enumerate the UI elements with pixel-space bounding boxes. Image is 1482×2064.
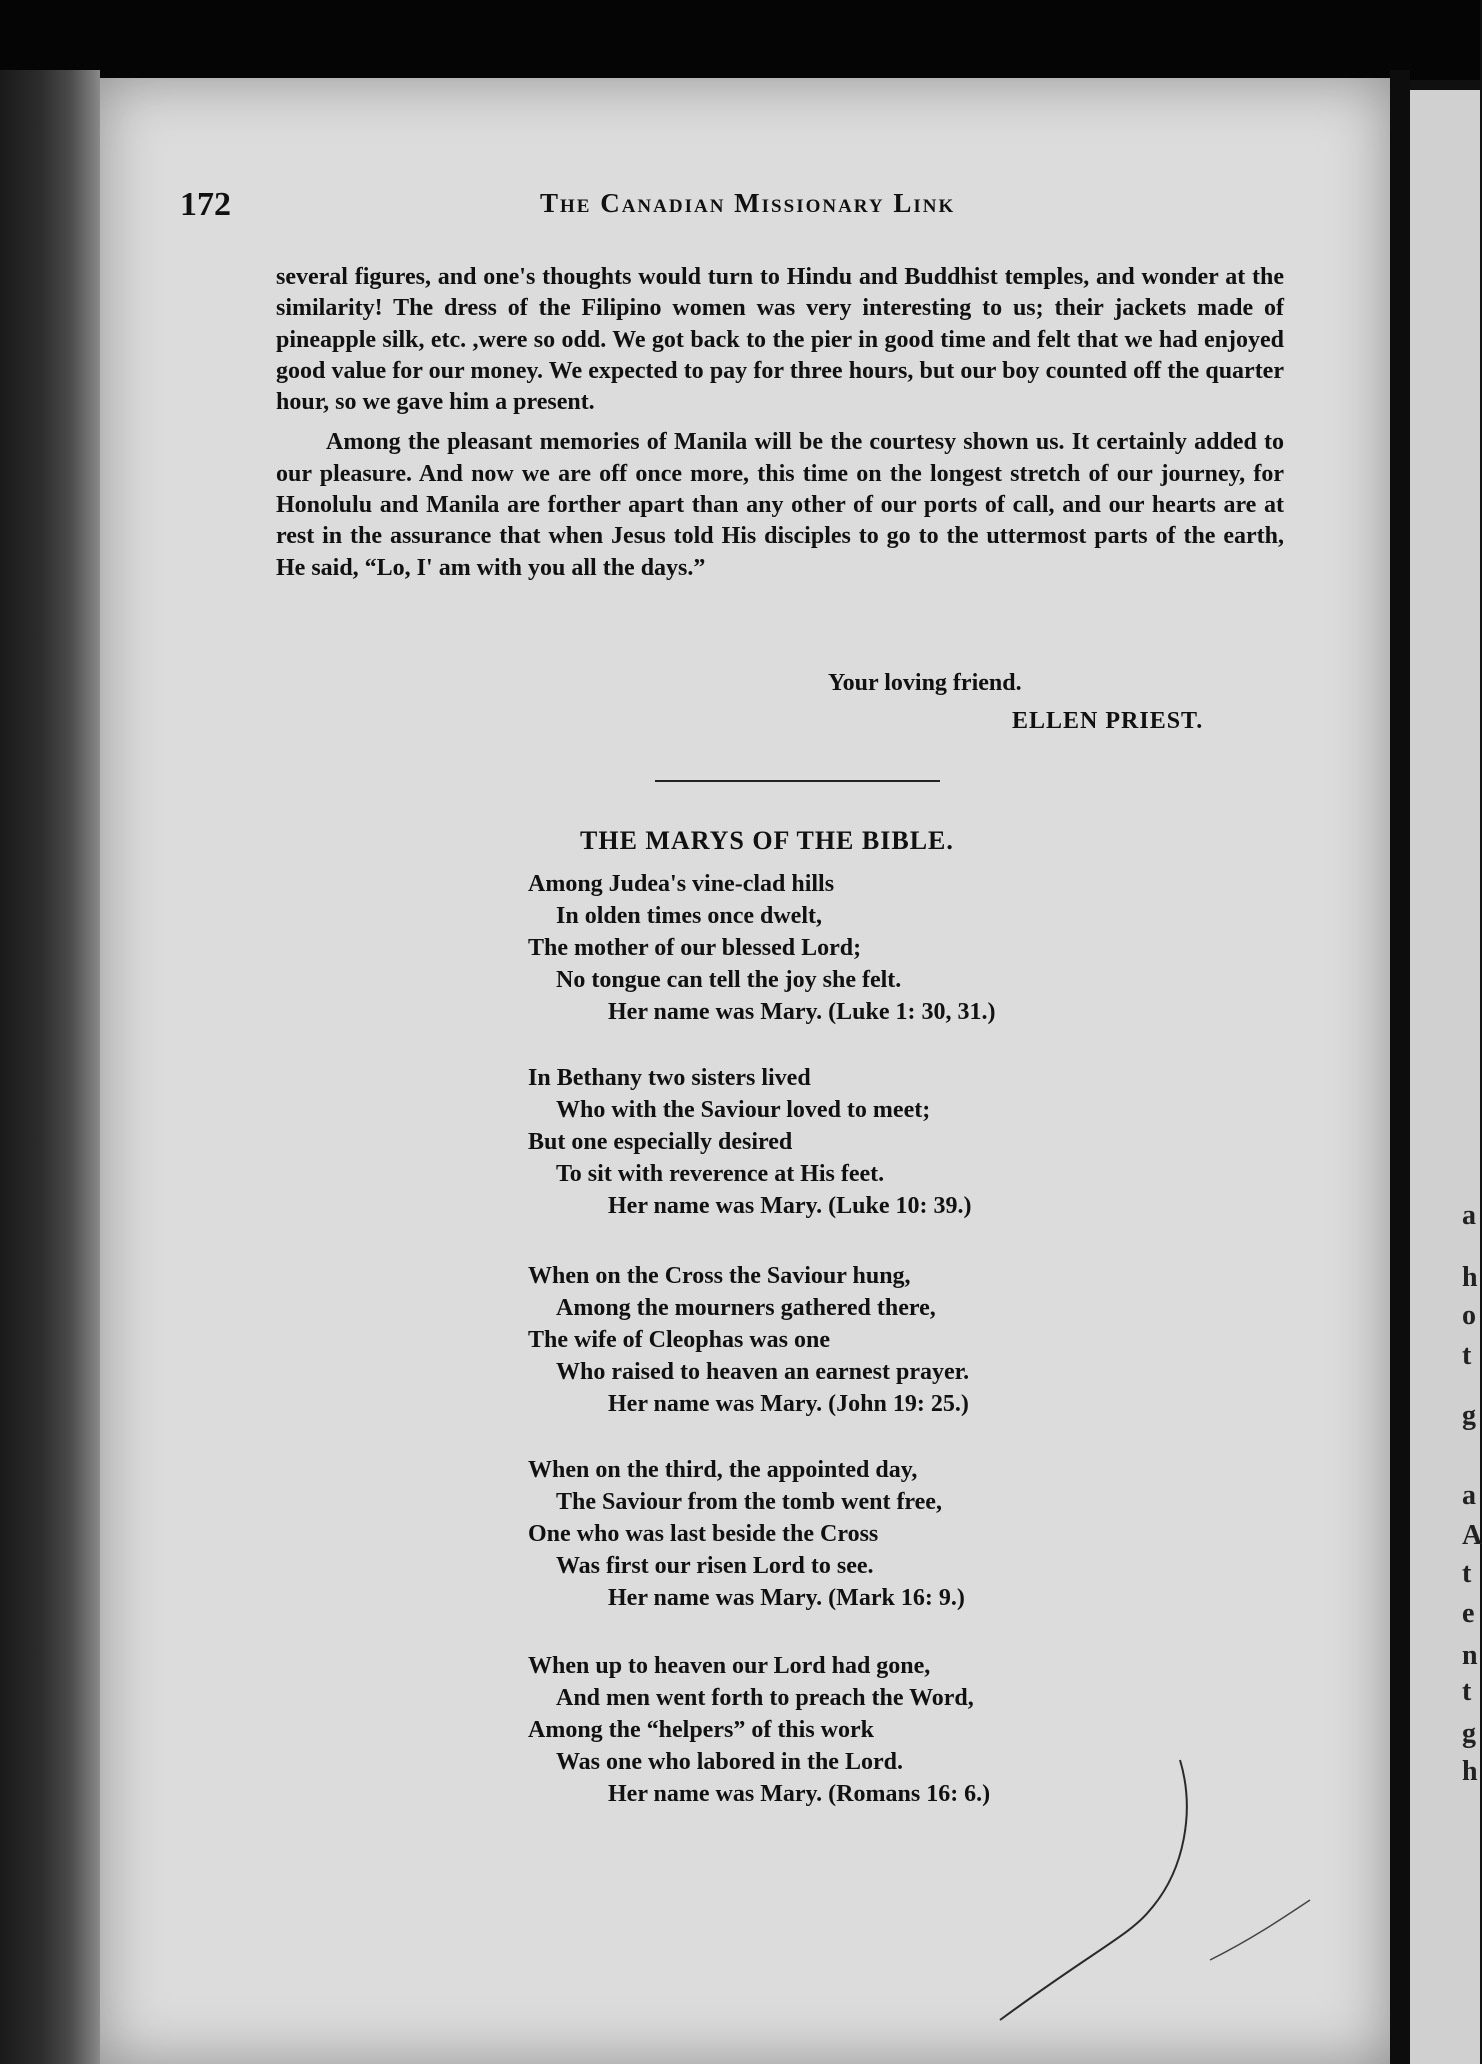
- adjacent-page-letter: h: [1462, 1756, 1478, 1787]
- adjacent-page-edge: [1410, 90, 1480, 2064]
- scripture-reference: Her name was Mary. (Mark 16: 9.): [608, 1585, 965, 1611]
- adjacent-page-letter: t: [1462, 1676, 1472, 1707]
- poem-line: Among Judea's vine-clad hills: [528, 871, 835, 897]
- letter-signature: ELLEN PRIEST.: [1012, 708, 1204, 734]
- adjacent-page-letter: h: [1462, 1262, 1478, 1293]
- paragraph: Among the pleasant memories of Manila will be the courtesy shown us. It certainly added to our pleasure. And now we are off once more, this time on the longest stretch of our journey, for Honolulu and Manila are forther apart than any other of our ports of call, and our hearts are at rest in the assurance that when Jesus told His disciples to go to the uttermost parts of the earth, He said, “Lo, I' am with you all the days.”: [276, 429, 1284, 581]
- poem-stanza: [528, 868, 1208, 1028]
- poem-title: THE MARYS OF THE BIBLE.: [580, 826, 954, 855]
- poem-line: When up to heaven our Lord had gone,: [528, 1653, 931, 1679]
- running-head: The Canadian Missionary Link: [540, 188, 956, 218]
- poem-stanza: [528, 1062, 1208, 1222]
- letter-closing: Your loving friend.: [828, 670, 1022, 696]
- poem-line: The Saviour from the tomb went free,: [556, 1489, 942, 1515]
- poem-line: And men went forth to preach the Word,: [556, 1685, 974, 1711]
- adjacent-page-letter: A: [1462, 1520, 1482, 1551]
- pen-stroke-mark: [980, 1720, 1320, 2020]
- poem-line: Among the mourners gathered there,: [556, 1295, 936, 1321]
- scripture-reference: Her name was Mary. (John 19: 25.): [608, 1391, 969, 1417]
- scripture-reference: Her name was Mary. (Luke 1: 30, 31.): [608, 999, 996, 1025]
- poem-stanza: [528, 1260, 1208, 1420]
- poem-stanza: [528, 1454, 1208, 1614]
- poem-line: Who with the Saviour loved to meet;: [556, 1097, 931, 1123]
- poem-line: Who raised to heaven an earnest prayer.: [556, 1359, 970, 1385]
- poem-line: When on the third, the appointed day,: [528, 1457, 918, 1483]
- scan-border-top: [0, 0, 1480, 80]
- poem-line: To sit with reverence at His feet.: [556, 1161, 885, 1187]
- page-header: [180, 186, 1030, 226]
- adjacent-page-letter: a: [1462, 1200, 1476, 1231]
- poem-line: Was first our risen Lord to see.: [556, 1553, 874, 1579]
- poem-line: In olden times once dwelt,: [556, 903, 822, 929]
- scripture-reference: Her name was Mary. (Luke 10: 39.): [608, 1193, 972, 1219]
- page-gutter: [1390, 70, 1410, 2064]
- adjacent-page-letter: n: [1462, 1640, 1478, 1671]
- adjacent-page-letter: o: [1462, 1300, 1476, 1331]
- poem-line: When on the Cross the Saviour hung,: [528, 1263, 911, 1289]
- poem-line: The mother of our blessed Lord;: [528, 935, 862, 961]
- poem-line: Was one who labored in the Lord.: [556, 1749, 903, 1775]
- poem-line: In Bethany two sisters lived: [528, 1065, 811, 1091]
- poem-line: Among the “helpers” of this work: [528, 1717, 874, 1743]
- book-spine-edge: [0, 70, 100, 2064]
- adjacent-page-letter: g: [1462, 1718, 1476, 1749]
- adjacent-page-letter: a: [1462, 1480, 1476, 1511]
- poem-line: One who was last beside the Cross: [528, 1521, 879, 1547]
- section-divider: [655, 780, 940, 782]
- poem-line: The wife of Cleophas was one: [528, 1327, 831, 1353]
- article-body: [276, 262, 1284, 584]
- page-number: 172: [180, 186, 231, 223]
- poem-line: No tongue can tell the joy she felt.: [556, 967, 902, 993]
- scripture-reference: Her name was Mary. (Romans 16: 6.): [608, 1781, 991, 1807]
- adjacent-page-letter: t: [1462, 1558, 1472, 1589]
- poem-line: But one especially desired: [528, 1129, 793, 1155]
- adjacent-page-letter: t: [1462, 1340, 1472, 1371]
- adjacent-page-letter: e: [1462, 1598, 1475, 1629]
- paragraph: several figures, and one's thoughts would turn to Hindu and Buddhist temples, and wonder at the similarity! The dress of the Filipino women was very interesting to us; their jackets made of pineapple silk, etc. ,were so odd. We got back to the pier in good time and felt that we had enjoyed good value for our money. We expected to pay for three hours, but our boy counted off the quarter hour, so we gave him a present.: [276, 264, 1284, 416]
- adjacent-page-letter: g: [1462, 1400, 1476, 1431]
